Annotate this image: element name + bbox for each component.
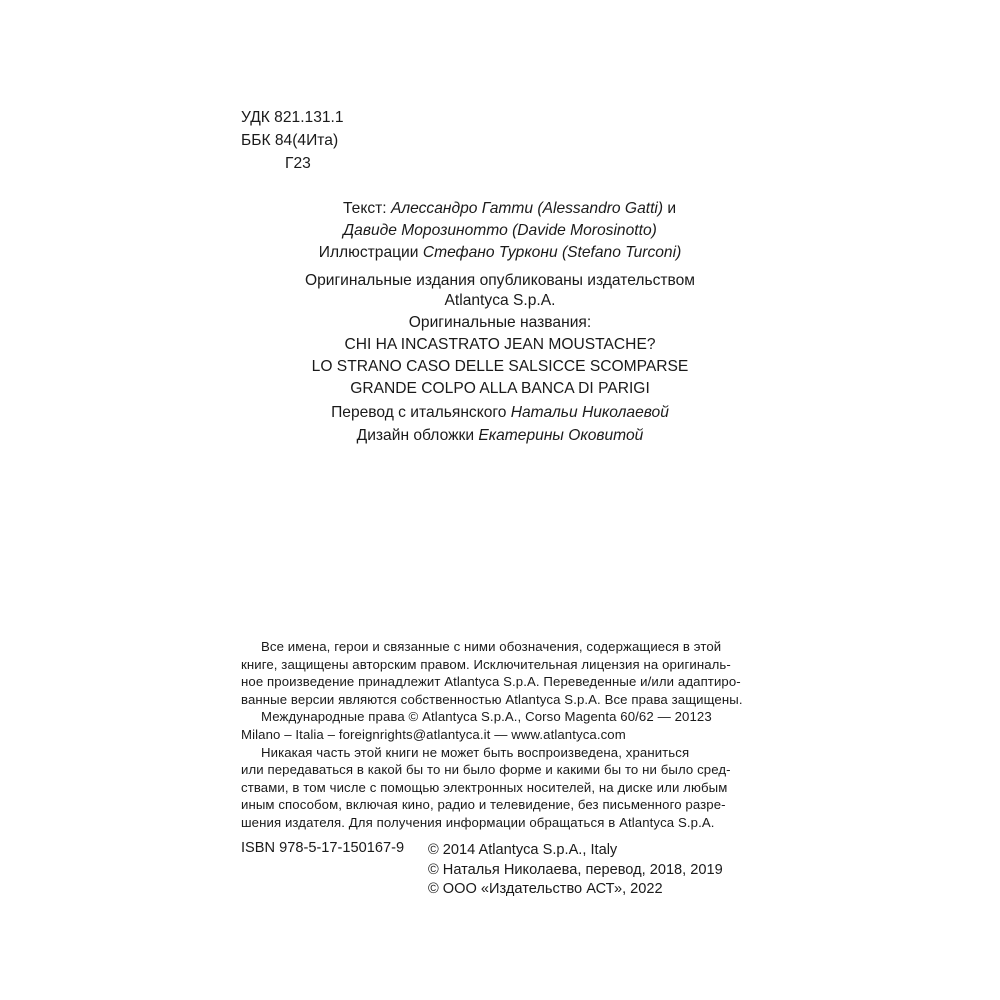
original-edition-line-2: Atlantyca S.p.A. (444, 292, 556, 309)
legal-line: ванные версии являются собственностью Atlantyca S.p.A. Все права защищены. (241, 691, 743, 707)
legal-line: ствами, в том числе с помощью электронных носителей, на диске или любым (241, 779, 728, 795)
legal-line: шения издателя. Для получения информации обращаться в Atlantyca S.p.A. (241, 814, 715, 830)
udk-code: УДК 821.131.1 (241, 109, 344, 126)
conjunction: и (663, 200, 677, 217)
copyright-line: © Наталья Николаева, перевод, 2018, 2019 (428, 861, 723, 878)
author-mark: Г23 (285, 155, 311, 172)
original-titles-heading: Оригинальные названия: (408, 314, 592, 331)
legal-line: Milano – Italia – foreignrights@atlantyca.it — www.atlantyca.com (241, 726, 626, 742)
copyright-list (428, 841, 723, 900)
translator: Натальи Николаевой (510, 404, 669, 421)
legal-line: книге, защищены авторским правом. Исключительная лицензия на оригиналь- (241, 656, 731, 672)
legal-line: ное произведение принадлежит Atlantyca S.p.A. Переведенные и/или адаптиро- (241, 674, 741, 690)
legal-line: Никакая часть этой книги не может быть воспроизведена, храниться (261, 744, 690, 760)
isbn: ISBN 978-5-17-150167-9 (241, 840, 405, 856)
translation-prefix: Перевод с итальянского (331, 404, 511, 421)
credits-text-line (343, 201, 676, 217)
cover-design-prefix: Дизайн обложки (356, 427, 479, 444)
author-1: Алессандро Гатти (Alessandro Gatti) (390, 200, 664, 217)
original-title: CHI HA INCASTRATO JEAN MOUSTACHE? (344, 336, 656, 353)
legal-line: иным способом, включая кино, радио и телевидение, без письменного разре- (241, 797, 726, 813)
copyright-line: © 2014 Atlantyca S.p.A., Italy (428, 842, 618, 858)
copyright-line: © ООО «Издательство АСТ», 2022 (428, 881, 663, 897)
legal-line: Все имена, герои и связанные с ними обозначения, содержащиеся в этой (261, 639, 722, 654)
author-2: Давиде Морозинотто (Davide Morosinotto) (343, 222, 657, 239)
legal-line: Международные права © Atlantyca S.p.A., Corso Magenta 60/62 — 20123 (261, 709, 712, 725)
cover-design-line (260, 428, 740, 444)
original-title: GRANDE COLPO ALLA BANCA DI PARIGI (350, 380, 650, 397)
cover-designer: Екатерины Оковитой (478, 427, 644, 444)
original-title: LO STRANO CASO DELLE SALSICCE SCOMPARSE (311, 358, 689, 375)
illustrator: Стефано Туркони (Stefano Turconi) (422, 244, 682, 261)
illustrations-prefix: Иллюстрации (318, 244, 423, 261)
translation-line (260, 405, 740, 421)
bbk-code: ББК 84(4Ита) (241, 132, 339, 149)
legal-notice (241, 638, 743, 832)
legal-line: или передаваться в какой бы то ни было форме и какими бы то ни было сред- (241, 762, 731, 778)
original-edition-line-1: Оригинальные издания опубликованы издательством (304, 272, 696, 289)
illustrations-line (290, 245, 710, 261)
text-prefix: Текст: (343, 200, 391, 217)
